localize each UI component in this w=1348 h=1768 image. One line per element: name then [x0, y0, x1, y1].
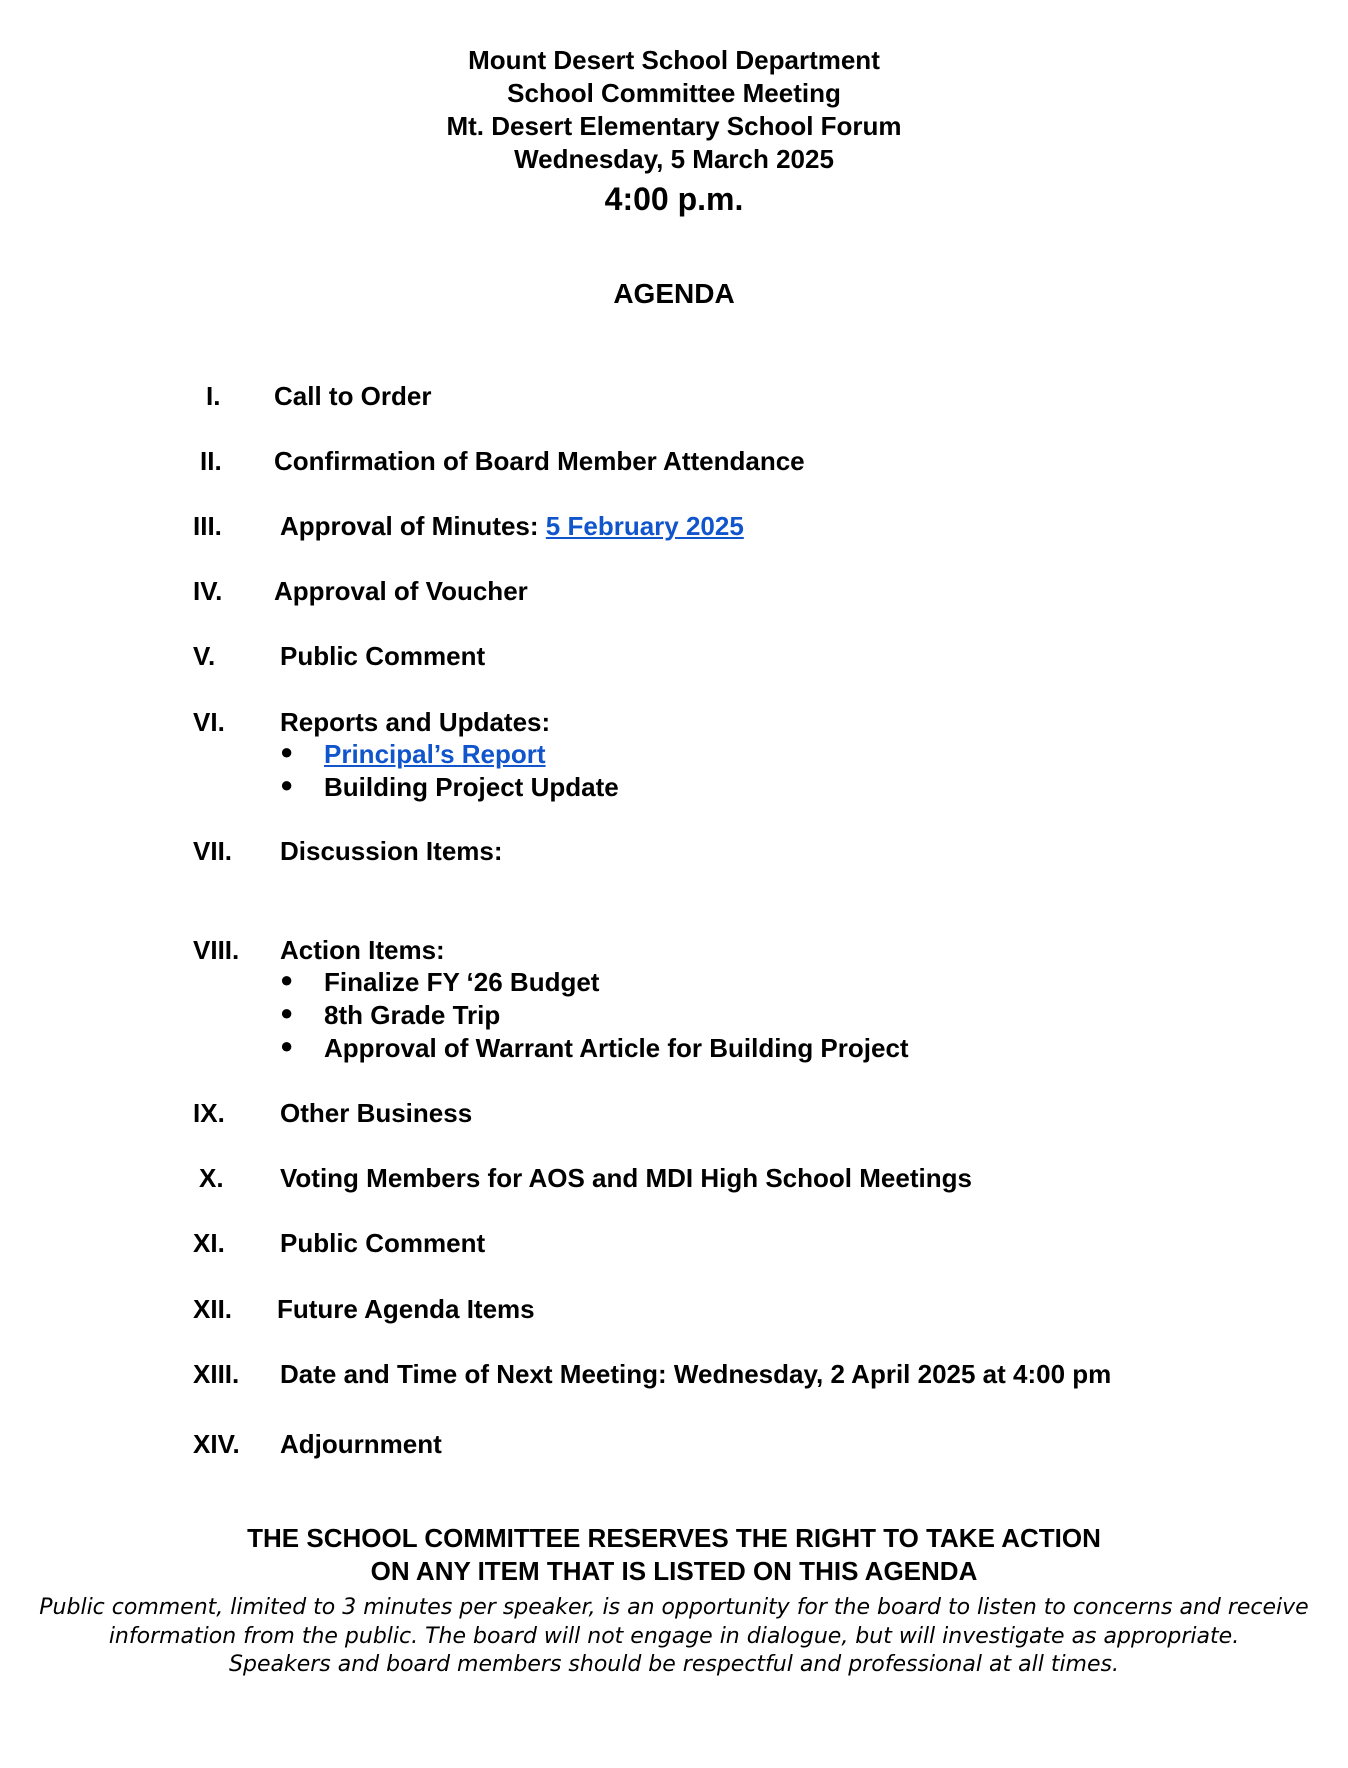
bullet-dot: ●	[280, 772, 294, 797]
public-comment-note	[0, 1594, 1348, 1680]
bullet-text: Finalize FY ‘26 Budget	[324, 967, 600, 997]
item-number: XIV.	[193, 1429, 240, 1459]
item-number: III.	[193, 511, 222, 541]
department-name: Mount Desert School Department	[468, 45, 880, 75]
item-number: X.	[199, 1163, 224, 1193]
bullet-text: Approval of Warrant Article for Building Project	[324, 1033, 909, 1063]
item-number: IV.	[193, 576, 223, 606]
item-label: Other Business	[280, 1098, 473, 1128]
item-number: IX.	[193, 1098, 225, 1128]
bullet-dot: ●	[280, 967, 294, 992]
item-label: Adjournment	[280, 1429, 442, 1459]
note-line: Speakers and board members should be respectful and professional at all times.	[229, 1652, 1119, 1677]
item-label: Public Comment	[280, 1228, 486, 1258]
note-line: information from the public. The board will not engage in dialogue, but will investigate as appropriate.	[108, 1623, 1240, 1649]
item-number: V.	[193, 641, 216, 671]
bullet-text: Building Project Update	[324, 772, 619, 802]
note-line: Public comment, limited to 3 minutes per speaker, is an opportunity for the board to listen to concerns and receive	[39, 1595, 1309, 1620]
item-label: Reports and Updates:	[280, 707, 551, 737]
item-label: Confirmation of Board Member Attendance	[274, 446, 805, 476]
item-label: Voting Members for AOS and MDI High School Meetings	[280, 1163, 972, 1193]
item-number: II.	[200, 446, 222, 476]
item-label: Discussion Items:	[280, 836, 503, 866]
item-number: VII.	[193, 836, 233, 866]
item-number: VIII.	[193, 935, 240, 965]
item-label: Public Comment	[280, 641, 486, 671]
principals-report-link[interactable]: Principal’s Report	[324, 739, 546, 769]
item-label: Approval of Voucher	[274, 576, 528, 606]
item-number: XIII.	[193, 1359, 240, 1389]
agenda-title: AGENDA	[613, 278, 735, 309]
item-label: Action Items:	[280, 935, 445, 965]
meeting-type: School Committee Meeting	[507, 78, 841, 108]
item-label: Date and Time of Next Meeting: Wednesday, 2 April 2025 at 4:00 pm	[280, 1359, 1112, 1389]
reservation-notice	[0, 1522, 1348, 1588]
minutes-link[interactable]: 5 February 2025	[545, 511, 744, 541]
notice-line: THE SCHOOL COMMITTEE RESERVES THE RIGHT TO TAKE ACTION	[247, 1523, 1101, 1553]
item-label: Future Agenda Items	[277, 1294, 535, 1324]
item-number: XII.	[193, 1294, 233, 1324]
item-label: Approval of Minutes: 5 February 2025	[280, 511, 744, 541]
notice-line: ON ANY ITEM THAT IS LISTED ON THIS AGENDA	[370, 1556, 978, 1586]
meeting-time: 4:00 p.m.	[604, 181, 744, 217]
item-number: VI.	[193, 707, 225, 737]
bullet-dot: ●	[280, 1000, 294, 1025]
meeting-location: Mt. Desert Elementary School Forum	[446, 111, 902, 141]
meeting-header	[0, 44, 1348, 220]
bullet-dot: ●	[280, 1033, 294, 1058]
item-number: XI.	[193, 1228, 225, 1258]
item-number: I.	[206, 381, 221, 411]
item-label: Call to Order	[274, 381, 432, 411]
bullet-dot: ●	[280, 739, 294, 764]
meeting-date: Wednesday, 5 March 2025	[514, 144, 834, 174]
bullet-text: 8th Grade Trip	[324, 1000, 501, 1030]
